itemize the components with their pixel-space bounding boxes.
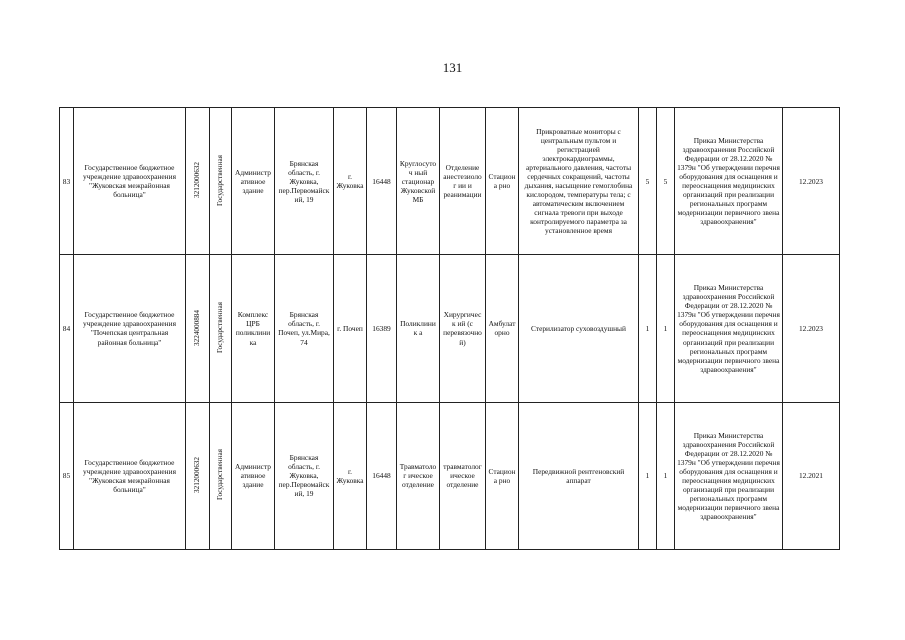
cell-organization-name: Государственное бюджетное учреждение здравоохранения "Жуковская межрайонная больница" [74, 402, 186, 549]
cell-care-type: Стациона рно [486, 108, 519, 255]
cell-facility-code: 16448 [367, 402, 397, 549]
cell-address: Брянская область, г. Почеп, ул.Мира, 74 [275, 255, 334, 402]
cell-quantity-actual: 5 [657, 108, 675, 255]
table-row [60, 255, 840, 402]
cell-quantity-planned: 1 [639, 402, 657, 549]
cell-ownership-type [210, 255, 232, 402]
cell-delivery-date: 12.2023 [783, 255, 840, 402]
cell-city: г. Жуковка [334, 108, 367, 255]
cell-department-name: травматолог ическое отделение [440, 402, 486, 549]
cell-unit-name: Поликлиник а [397, 255, 440, 402]
ownership-type-text: Государственная [216, 449, 225, 501]
cell-inn-code [186, 255, 210, 402]
cell-city: г. Почеп [334, 255, 367, 402]
cell-legal-basis: Приказ Министерства здравоохранения Российской Федерации от 28.12.2020 № 1379н "Об утверждении перечня оборудования для оснащения и переоснащения медицинских организаций при реализации региональных программ модернизации первичного звена здравоохранения" [675, 108, 783, 255]
cell-department-name: Отделение анестезиолог ии и реанимации [440, 108, 486, 255]
inn-code-text: 3212000632 [193, 162, 202, 199]
cell-building-name: Администр ативное здание [232, 402, 275, 549]
ownership-type-text: Государственная [216, 301, 225, 353]
cell-address: Брянская область, г. Жуковка, пер.Первомайск ий, 19 [275, 402, 334, 549]
cell-inn-code [186, 108, 210, 255]
cell-facility-code: 16448 [367, 108, 397, 255]
table-row [60, 108, 840, 255]
cell-building-name: Комплекс ЦРБ поликлини ка [232, 255, 275, 402]
cell-equipment-description: Стерилизатор суховоздушный [519, 255, 639, 402]
ownership-type-text: Государственная [216, 154, 225, 206]
cell-ownership-type [210, 108, 232, 255]
cell-care-type: Стациона рно [486, 402, 519, 549]
cell-quantity-actual: 1 [657, 255, 675, 402]
table-row [60, 402, 840, 549]
cell-row-number: 84 [60, 255, 74, 402]
cell-delivery-date: 12.2021 [783, 402, 840, 549]
cell-unit-name: Травматолог ическое отделение [397, 402, 440, 549]
cell-facility-code: 16389 [367, 255, 397, 402]
cell-quantity-planned: 5 [639, 108, 657, 255]
inn-code-text: 3224000884 [193, 309, 202, 346]
cell-inn-code [186, 402, 210, 549]
cell-organization-name: Государственное бюджетное учреждение здравоохранения "Жуковская межрайонная больница" [74, 108, 186, 255]
page-number: 131 [442, 60, 463, 75]
cell-quantity-planned: 1 [639, 255, 657, 402]
cell-department-name: Хирургическ ий (с перевязочно й) [440, 255, 486, 402]
cell-delivery-date: 12.2023 [783, 108, 840, 255]
cell-equipment-description: Передвижной рентгеновский аппарат [519, 402, 639, 549]
cell-legal-basis: Приказ Министерства здравоохранения Российской Федерации от 28.12.2020 № 1379н "Об утверждении перечня оборудования для оснащения и переоснащения медицинских организаций при реализации региональных программ модернизации первичного звена здравоохранения" [675, 255, 783, 402]
inn-code-text: 3212000632 [193, 456, 202, 493]
cell-unit-name: Круглосуточ ный стационар Жуковской МБ [397, 108, 440, 255]
cell-legal-basis: Приказ Министерства здравоохранения Российской Федерации от 28.12.2020 № 1379н "Об утверждении перечня оборудования для оснащения и переоснащения медицинских организаций при реализации региональных программ модернизации первичного звена здравоохранения" [675, 402, 783, 549]
cell-city: г. Жуковка [334, 402, 367, 549]
cell-building-name: Администр ативное здание [232, 108, 275, 255]
cell-ownership-type [210, 402, 232, 549]
cell-equipment-description: Прикроватные мониторы с центральным пультом и регистрацией электрокардиограммы, артериального давления, частоты сердечных сокращений, частоты дыхания, насыщение гемоглобина кислородом, температуры тела; с автоматическим включением сигнала тревоги при выходе контролируемого параметра за установленное время [519, 108, 639, 255]
cell-care-type: Амбулат орно [486, 255, 519, 402]
table-body [60, 108, 840, 550]
cell-address: Брянская область, г. Жуковка, пер.Первомайск ий, 19 [275, 108, 334, 255]
cell-quantity-actual: 1 [657, 402, 675, 549]
cell-row-number: 85 [60, 402, 74, 549]
equipment-table [59, 107, 840, 550]
cell-organization-name: Государственное бюджетное учреждение здравоохранения "Почепская центральная районная больница" [74, 255, 186, 402]
cell-row-number: 83 [60, 108, 74, 255]
